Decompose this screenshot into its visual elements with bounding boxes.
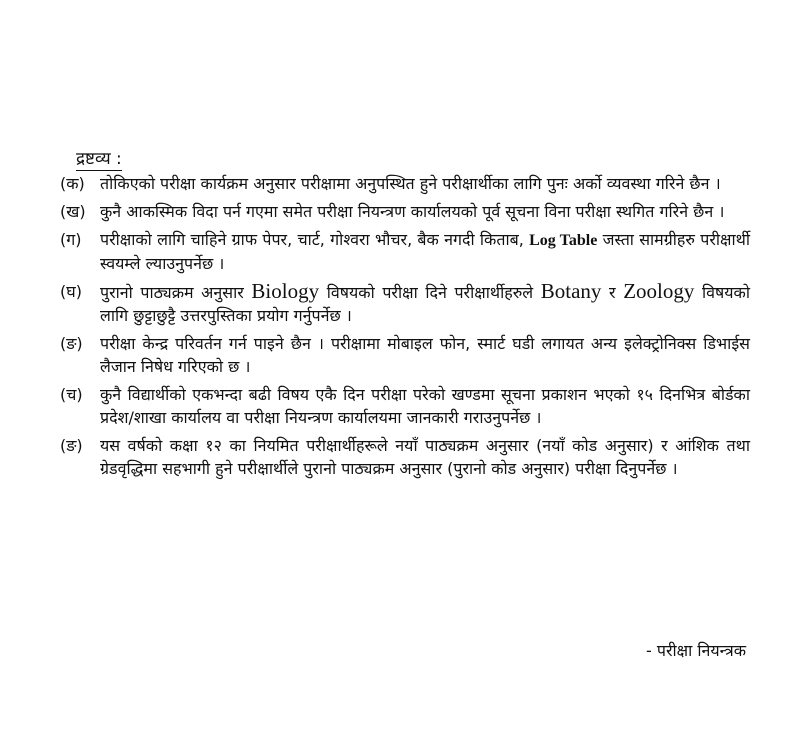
note-ka: [60, 172, 750, 195]
log-table-term: Log Table: [529, 232, 598, 249]
note-kha: [60, 200, 750, 223]
note-marker: (ङ): [60, 334, 83, 353]
note-nga: [60, 332, 750, 378]
note-text: [100, 228, 750, 275]
note-text: तोकिएको परीक्षा कार्यक्रम अनुसार परीक्षामा अनुपस्थित हुने परीक्षार्थीका लागि पुनः अर्को व्यवस्था गरिने छैन ।: [100, 174, 721, 193]
note-text: [100, 280, 750, 327]
note-marker: (च): [60, 385, 83, 404]
note-marker: (घ): [60, 282, 82, 301]
notes-heading: [76, 148, 122, 170]
signature-exam-controller: - परीक्षा नियन्त्रक: [646, 641, 746, 660]
note-marker: (ग): [60, 230, 82, 249]
note-text-part: परीक्षाको लागि चाहिने ग्राफ पेपर, चार्ट, गोश्वरा भौचर, बैक नगदी किताब,: [100, 230, 530, 249]
note-text: परीक्षा केन्द्र परिवर्तन गर्न पाइने छैन । परीक्षामा मोबाइल फोन, स्मार्ट घडी लगायत अन्य इलेक्ट्रोनिक्स डिभाईस लैजान निषेध गरिएको छ ।: [100, 334, 750, 376]
note-gha: [60, 280, 750, 327]
note-marker: (ङ): [60, 436, 83, 455]
note-marker: (क): [60, 174, 85, 193]
note-text-part: पुरानो पाठ्यक्रम अनुसार: [100, 283, 252, 302]
note-text-part: जस्ता सामग्रीहरु परीक्षार्थी स्वयम्ले ल्याउनुपर्नेछ ।: [100, 230, 751, 273]
notes-heading-text: द्रष्टव्य :: [76, 149, 122, 169]
note-text-part: विषयको लागि छुट्टाछुट्टै उत्तरपुस्तिका प्रयोग गर्नुपर्नेछ ।: [100, 283, 750, 325]
note-nga-2: [60, 434, 750, 480]
note-text-part: विषयको परीक्षा दिने परीक्षार्थीहरुले: [319, 283, 541, 302]
notes-list: [60, 172, 750, 485]
zoology-term: Zoology: [623, 279, 695, 303]
note-cha: [60, 383, 750, 429]
note-text-part: र: [601, 283, 624, 302]
note-marker: (ख): [60, 202, 86, 221]
note-text: यस वर्षको कक्षा १२ का नियमित परीक्षार्थीहरूले नयाँ पाठ्यक्रम अनुसार (नयाँ कोड अनुसार) र आंशिक तथा ग्रेडवृद्धिमा सहभागी हुने परीक्षार्थीले पुरानो पाठ्यक्रम अनुसार (पुरानो कोड अनुसार) परीक्षा दिनुपर्नेछ ।: [100, 436, 750, 478]
note-ga: [60, 228, 750, 275]
botany-term: Botany: [540, 279, 602, 303]
note-text: कुनै विद्यार्थीको एकभन्दा बढी विषय एकै दिन परीक्षा परेको खण्डमा सूचना प्रकाशन भएको १५ दिनभित्र बोर्डका प्रदेश/शाखा कार्यालय वा परीक्षा नियन्त्रण कार्यालयमा जानकारी गराउनुपर्नेछ ।: [100, 385, 750, 427]
note-text: कुनै आकस्मिक विदा पर्न गएमा समेत परीक्षा नियन्त्रण कार्यालयको पूर्व सूचना विना परीक्षा स्थगित गरिने छैन ।: [100, 202, 725, 221]
biology-term: Biology: [251, 279, 320, 303]
